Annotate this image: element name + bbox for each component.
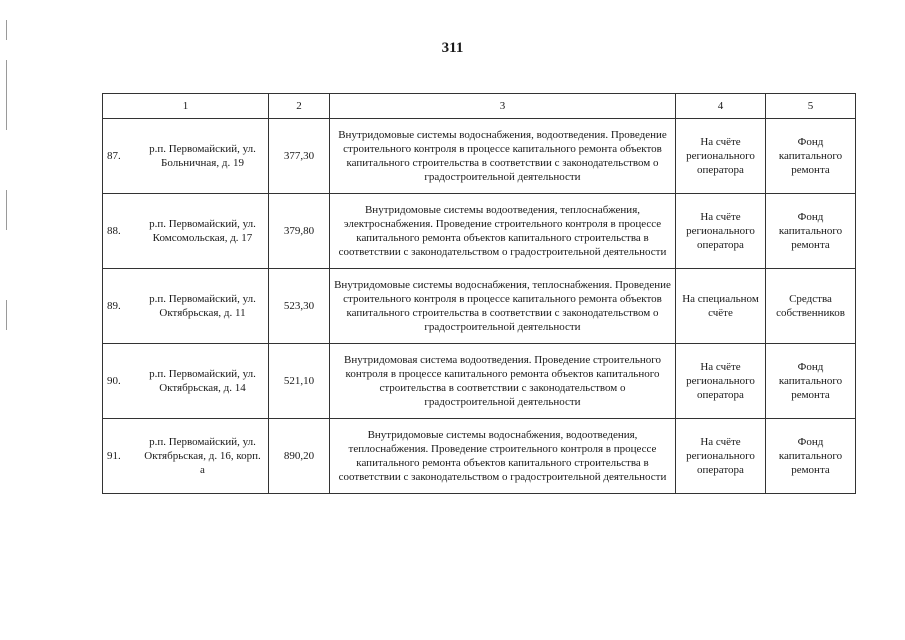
address: р.п. Первомайский, ул. Больничная, д. 19 [149,143,256,169]
account-cell: На счёте регионального оператора [676,419,766,494]
table-row [103,194,856,269]
address: р.п. Первомайский, ул. Октябрьская, д. 11 [149,293,256,319]
account-cell: На специальном счёте [676,269,766,344]
address-cell [103,194,269,269]
funding-source-cell: Средства собственников [766,269,856,344]
funding-source-cell: Фонд капитального ремонта [766,344,856,419]
row-number: 91. [107,450,121,462]
funding-source-cell: Фонд капитального ремонта [766,194,856,269]
account-cell: На счёте регионального оператора [676,194,766,269]
area-cell: 890,20 [269,419,330,494]
header-col-5: 5 [766,94,856,119]
works-cell: Внутридомовые системы водоснабжения, водоотведения. Проведение строительного контроля в процессе капитального ремонта объектов капитального строительства в соответствии с законодательством о градостроительной деятельности [330,119,676,194]
row-number: 88. [107,225,121,237]
row-number: 87. [107,150,121,162]
address-cell [103,419,269,494]
row-number: 89. [107,300,121,312]
works-cell: Внутридомовые системы водоснабжения, теплоснабжения. Проведение строительного контроля в процессе капитального ремонта объектов капитального строительства в соответствии с законодательством о градостроительной деятельности [330,269,676,344]
address-cell [103,344,269,419]
header-col-2: 2 [269,94,330,119]
row-number: 90. [107,375,121,387]
area-cell: 523,30 [269,269,330,344]
header-col-4: 4 [676,94,766,119]
area-cell: 377,30 [269,119,330,194]
margin-scan-mark [6,190,7,230]
funding-source-cell: Фонд капитального ремонта [766,119,856,194]
header-col-1: 1 [103,94,269,119]
works-table [102,93,856,494]
works-cell: Внутридомовые системы водоотведения, теплоснабжения, электроснабжения. Проведение строительного контроля в процессе капитального ремонта объектов капитального строительства в соответствии с законодательством о градостроительной деятельности [330,194,676,269]
table-row [103,419,856,494]
margin-scan-mark [6,300,7,330]
area-cell: 521,10 [269,344,330,419]
works-cell: Внутридомовые системы водоснабжения, водоотведения, теплоснабжения. Проведение строительного контроля в процессе капитального ремонта объектов капитального строительства в соответствии с законодательством о градостроительной деятельности [330,419,676,494]
margin-scan-mark [6,60,7,130]
table-row [103,269,856,344]
works-cell: Внутридомовая система водоотведения. Проведение строительного контроля в процессе капитального ремонта объектов капитального строительства в соответствии с законодательством о градостроительной деятельности [330,344,676,419]
account-cell: На счёте регионального оператора [676,119,766,194]
account-cell: На счёте регионального оператора [676,344,766,419]
margin-scan-mark [6,20,7,40]
table-row [103,119,856,194]
address-cell [103,119,269,194]
header-col-3: 3 [330,94,676,119]
address-cell [103,269,269,344]
address: р.п. Первомайский, ул. Октябрьская, д. 16, корп. а [144,436,261,476]
table-row [103,344,856,419]
address: р.п. Первомайский, ул. Октябрьская, д. 14 [149,368,256,394]
table-header-row [103,94,856,119]
page-number: 311 [441,40,464,56]
funding-source-cell: Фонд капитального ремонта [766,419,856,494]
area-cell: 379,80 [269,194,330,269]
address: р.п. Первомайский, ул. Комсомольская, д. 17 [149,218,256,244]
